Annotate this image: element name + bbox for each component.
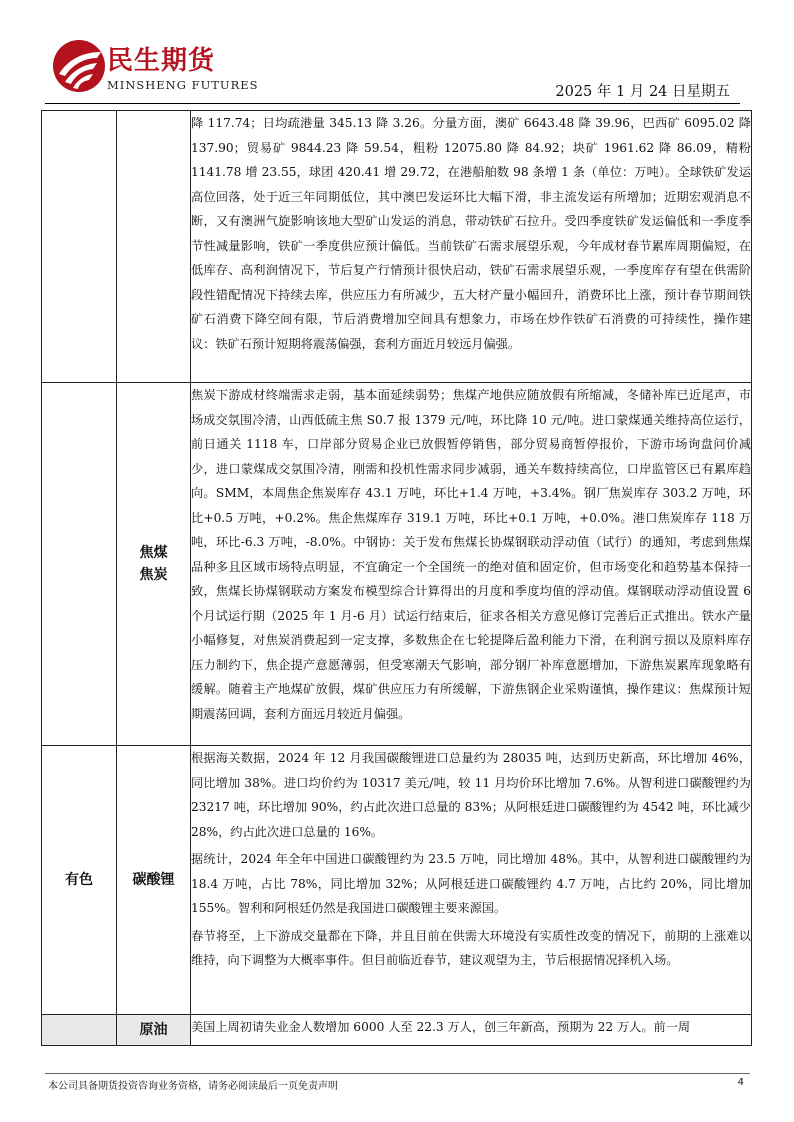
analysis-paragraph: 据统计，2024 年全年中国进口碳酸锂约为 23.5 万吨，同比增加 48%。其中，从智利进口碳酸锂约为 18.4 万吨，占比 78%，同比增加 32%；从阿根廷进口碳酸锂约 4.7 万吨，占比约 20%，同比增加 155%。智利和阿根廷仍然是我国进口碳酸锂主要来源国。 bbox=[191, 852, 751, 915]
analysis-paragraph: 美国上周初请失业金人数增加 6000 人至 22.3 万人，创三年新高，预期为 22 万人。前一周 bbox=[191, 1020, 691, 1034]
product-cell: 碳酸锂 bbox=[117, 746, 191, 1015]
analysis-paragraph: 根据海关数据，2024 年 12 月我国碳酸锂进口总量约为 28035 吨，达到历史新高，环比增加 46%，同比增加 38%。进口均价约为 10317 美元/吨，较 11 月均价环比增加 7.6%。从智利进口碳酸锂约为 23217 吨，环比增加 90%，约占此次进口总量的 83%；从阿根廷进口碳酸锂约为 4542 吨，环比减少 28%，约占此次进口总量的 16%。 bbox=[191, 751, 751, 839]
brand-name-cn: 民生期货 bbox=[107, 46, 216, 76]
page-header bbox=[45, 38, 740, 102]
product-cell bbox=[117, 111, 191, 383]
sector-cell bbox=[42, 1015, 117, 1046]
footer-disclaimer: 本公司具备期货投资咨询业务资格，请务必阅读最后一页免责声明 bbox=[48, 1081, 338, 1092]
sector-cell: 有色 bbox=[42, 746, 117, 1015]
minsheng-logo-icon bbox=[51, 38, 107, 94]
table-row bbox=[42, 746, 752, 1015]
analysis-paragraph: 降 117.74；日均疏港量 345.13 降 3.26。分量方面，澳矿 6643.48 降 39.96，巴西矿 6095.02 降 137.90；贸易矿 9844.23 降 59.54，粗粉 12075.80 降 84.92；块矿 1961.62 降 86.09，精粉 1141.78 增 23.55，球团 420.41 增 29.72，在港船舶数 98 条增 1 条（单位：万吨）。全球铁矿发运高位回落，处于近三年同期低位，其中澳巴发运环比大幅下滑，非主流发运有所增加；近期宏观消息不断，又有澳洲气旋影响该地大型矿山发运的消息，带动铁矿石拉升。受四季度铁矿发运偏低和一季度季节性减量影响，铁矿一季度供应预计偏低。当前铁矿石需求展望乐观，今年成材春节累库周期偏短，在低库存、高利润情况下，节后复产行情预计很快启动，铁矿石需求展望乐观，一季度库存有望在供需阶段性错配情况下持续去库，供应压力有所减少，五大材产量小幅回升，消费环比上涨，预计春节期间铁矿石消费下降空间有限，节后消费增加空间具有想象力，市场在炒作铁矿石消费的可持续性，操作建议：铁矿石预计短期将震荡偏强，套利方面近月较远月偏强。 bbox=[191, 116, 751, 351]
analysis-cell bbox=[191, 383, 752, 746]
table-row bbox=[42, 111, 752, 383]
page-number: 4 bbox=[737, 1077, 744, 1088]
analysis-cell bbox=[191, 746, 752, 1015]
table-row bbox=[42, 383, 752, 746]
analysis-cell bbox=[191, 111, 752, 383]
sector-cell bbox=[42, 383, 117, 746]
product-label: 焦煤 bbox=[139, 545, 168, 561]
footer-divider bbox=[45, 1073, 750, 1074]
analysis-cell bbox=[191, 1015, 752, 1046]
analysis-paragraph: 春节将至，上下游成交量都在下降，并且目前在供需大环境没有实质性改变的情况下，前期的上涨难以维持，向下调整为大概率事件。但目前临近春节，建议观望为主，节后根据情况择机入场。 bbox=[191, 928, 751, 967]
header-divider bbox=[45, 103, 740, 104]
product-label: 焦炭 bbox=[139, 567, 168, 583]
table-row bbox=[42, 1015, 752, 1046]
brand-name-en: MINSHENG FUTURES bbox=[107, 78, 259, 92]
product-cell: 原油 bbox=[117, 1015, 191, 1046]
analysis-paragraph: 焦炭下游成材终端需求走弱，基本面延续弱势；焦煤产地供应随放假有所缩减，冬储补库已近尾声，市场成交氛围冷清，山西低硫主焦 S0.7 报 1379 元/吨，环比降 10 元/吨。进口蒙煤通关维持高位运行，前日通关 1118 车，口岸部分贸易企业已放假暂停销售，部分贸易商暂停报价，下游市场询盘问价减少，进口蒙煤成交氛围冷清，刚需和投机性需求同步减弱，通关车数持续高位，口岸监管区已有累库趋向。SMM，本周焦企焦炭库存 43.1 万吨，环比+1.4 万吨，+3.4%。钢厂焦炭库存 303.2 万吨，环比+0.5 万吨，+0.2%。焦企焦煤库存 319.1 万吨，环比+0.1 万吨，+0.0%。港口焦炭库存 118 万吨，环比-6.3 万吨，-8.0%。中钢协：关于发布焦煤长协煤钢联动浮动值（试行）的通知，考虑到焦煤品种多且区域市场特点明显，不宜确定一个全国统一的绝对值和固定价，但市场变化和趋势基本保持一致，焦煤长协煤钢联动方案发布模型综合计算得出的月度和季度均值的浮动值。煤钢联动浮动值设置 6 个月试运行期（2025 年 1 月-6 月）试运行结束后，征求各相关方意见修订完善后正式推出。铁水产量小幅修复，对焦炭消费起到一定支撑，多数焦企在七轮提降后盈利能力下滑，在利润亏损以及原料库存压力制约下，焦企提产意愿薄弱，但受寒潮天气影响，部分钢厂补库意愿增加，下游焦炭累库现象略有缓解。随着主产地煤矿放假，煤矿供应压力有所缓解，下游焦钢企业采购谨慎，操作建议：焦煤预计短期震荡回调，套利方面远月较近月偏强。 bbox=[191, 388, 751, 721]
commodity-table bbox=[41, 110, 752, 1046]
report-date: 2025 年 1 月 24 日星期五 bbox=[555, 84, 730, 100]
product-cell bbox=[117, 383, 191, 746]
sector-cell bbox=[42, 111, 117, 383]
